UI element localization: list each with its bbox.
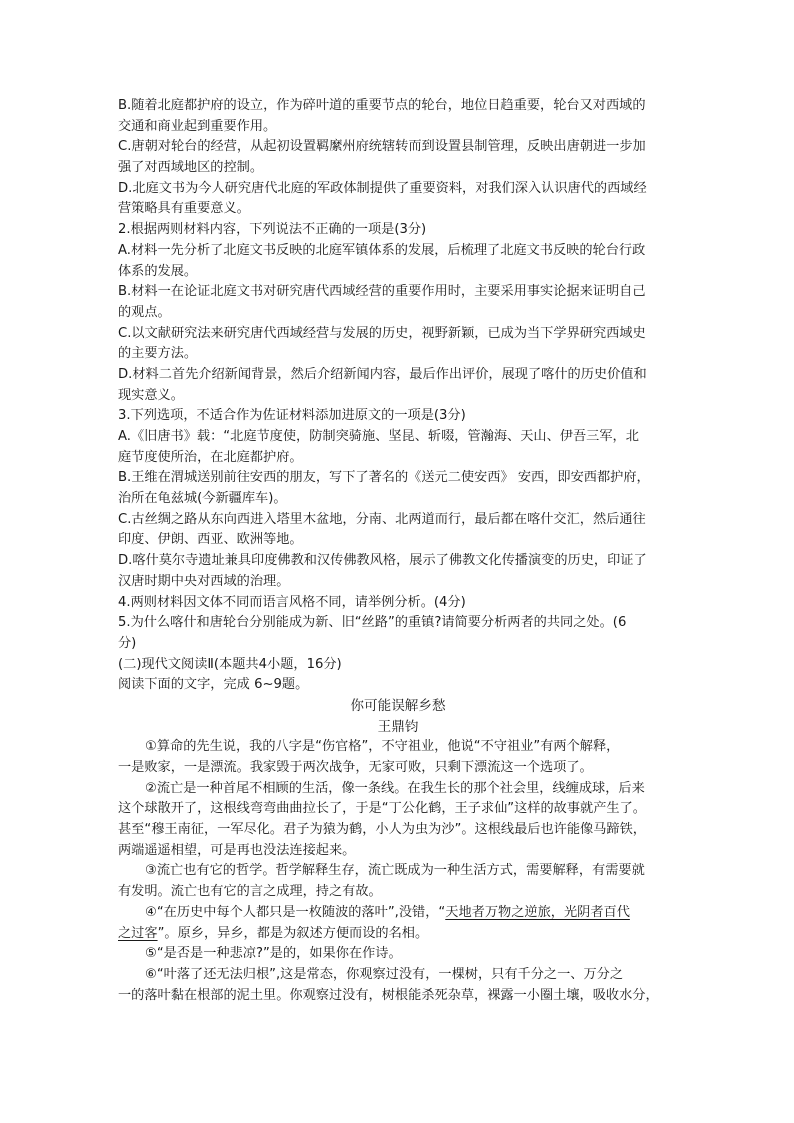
line-text: 强了对西域地区的控制。 — [118, 160, 264, 176]
line-text: C.古丝绸之路从东向西进入塔里木盆地，分南、北两道而行，最后都在喀什交汇，然后通往 — [118, 511, 646, 527]
text-line — [118, 613, 678, 634]
line-text: 分) — [118, 635, 137, 651]
text-line — [118, 675, 678, 696]
line-text: 有发明。流亡也有它的言之成理，持之有故。 — [118, 884, 382, 900]
text-line — [118, 841, 678, 862]
text-line — [118, 799, 678, 820]
line-text: 的主要方法。 — [118, 346, 198, 362]
line-text: 你可能误解乡愁 — [350, 697, 446, 714]
text-line — [118, 406, 678, 427]
line-text: C.以文献研究法来研究唐代西域经营与发展的历史，视野新颖，已成为当下学界研究西域史 — [118, 325, 646, 341]
text-line — [118, 861, 678, 882]
text-line — [118, 199, 678, 220]
line-text: 庭节度使所治，在北庭都护府。 — [118, 449, 303, 465]
line-text: B.随着北庭都护府的设立，作为碎叶道的重要节点的轮台，地位日趋重要，轮台又对西域的 — [118, 98, 646, 113]
text-line — [118, 655, 678, 676]
line-text: A.材料一先分析了北庭文书反映的北庭军镇体系的发展，后梳理了北庭文书反映的轮台行政 — [118, 242, 646, 258]
line-text: 现实意义。 — [118, 387, 184, 403]
text-line — [118, 510, 678, 531]
line-text: 营策略具有重要意义。 — [118, 201, 250, 217]
line-text: ①算命的先生说，我的八字是“伤官格”，不守祖业，他说“不守祖业”有两个解释， — [145, 739, 620, 755]
text-line — [118, 344, 678, 365]
text-line — [118, 820, 678, 841]
text-line — [118, 282, 678, 303]
line-text: B.材料一在论证北庭文书对研究唐代西域经营的重要作用时，主要采用事实论据来证明自己 — [118, 284, 646, 300]
line-text: 汉唐时期中央对西域的治理。 — [118, 573, 290, 589]
underlined-text: 天地者万物之逆旅，光阴者百代 — [445, 904, 630, 920]
text-line — [118, 137, 678, 158]
text-line — [118, 986, 678, 1007]
line-text: A.《旧唐书》载：“北庭节度使，防制突骑施、坚昆、斩啜，管瀚海、天山、伊吾三军，北 — [118, 429, 639, 444]
line-text: 体系的发展。 — [118, 263, 198, 279]
line-text: ③流亡也有它的哲学。哲学解释生存，流亡既成为一种生活方式，需要解释，有需要就 — [145, 863, 645, 879]
line-text: B.王维在渭城送别前往安西的朋友，写下了著名的《送元二使安西》 安西，即安西都护府， — [118, 470, 650, 486]
text-line — [118, 448, 678, 469]
text-line — [118, 489, 678, 510]
line-text: C.唐朝对轮台的经营，从起初设置羁縻州府统辖转而到设置县制管理，反映出唐朝进一步加 — [118, 139, 646, 155]
text-line — [118, 737, 678, 758]
line-text: 3.下列选项，不适合作为佐证材料添加进原文的一项是(3分) — [118, 408, 466, 424]
line-text: 印度、伊朗、西亚、欧洲等地。 — [118, 532, 303, 548]
text-line — [118, 944, 678, 965]
text-line — [118, 427, 678, 448]
line-text: 的观点。 — [118, 304, 171, 320]
text-line — [118, 530, 678, 551]
text-line — [118, 468, 678, 489]
line-text: 交通和商业起到重要作用。 — [118, 118, 277, 134]
line-text: D.北庭文书为今人研究唐代北庭的军政体制提供了重要资料，对我们深入认识唐代的西域经 — [118, 180, 647, 196]
text-line — [118, 241, 678, 262]
line-text: 这个球散开了，这根线弯弯曲曲拉长了，于是“丁公化鹤，王子求仙”这样的故事就产生了。 — [118, 801, 646, 817]
line-text: 治所在龟兹城(今新疆库车)。 — [118, 491, 287, 507]
line-text: ④“在历史中每个人都只是一枚随波的落叶”,没错，“ — [145, 904, 446, 920]
text-line — [118, 593, 678, 614]
line-text: 4.两则材料因文体不同而语言风格不同，请举例分析。(4分) — [118, 594, 466, 610]
line-text: ②流亡是一种首尾不相顾的生活，像一条线。在我生长的那个社会里，线缠成球，后来 — [145, 780, 645, 796]
line-text: 2.根据两则材料内容，下列说法不正确的一项是(3分) — [118, 222, 427, 238]
text-line — [118, 365, 678, 386]
text-line — [118, 882, 678, 903]
text-line — [118, 717, 678, 738]
text-line — [118, 903, 678, 924]
line-text: ”。原乡，异乡，都是为叙述方便而设的名相。 — [157, 925, 429, 941]
text-line — [118, 220, 678, 241]
text-line — [118, 324, 678, 345]
line-text: 5.为什么喀什和唐轮台分别能成为新、旧“丝路”的重镇?请简要分析两者的共同之处。(6 — [118, 615, 627, 631]
text-line — [118, 158, 678, 179]
line-text: 一的落叶黏在根部的泥土里。你观察过没有，树根能杀死杂草，裸露一小圈土壤，吸收水分， — [118, 987, 659, 1003]
line-text: 一是败家，一是漂流。我家毁于两次战争，无家可败，只剩下漂流这一个选项了。 — [118, 760, 593, 775]
text-line — [118, 96, 678, 117]
text-line — [118, 572, 678, 593]
text-line — [118, 965, 678, 986]
line-text: ⑥“叶落了还无法归根”,这是常态，你观察过没有，一棵树，只有千分之一、万分之 — [145, 966, 624, 982]
text-line — [118, 179, 678, 200]
line-text: 王鼎钧 — [377, 718, 419, 735]
text-line — [118, 696, 678, 717]
line-text: 阅读下面的文字，完成 6~9题。 — [118, 677, 309, 693]
text-line — [118, 924, 678, 945]
text-line — [118, 634, 678, 655]
text-line — [118, 303, 678, 324]
line-text: ⑤“是否是一种悲凉?”是的，如果你在作诗。 — [145, 946, 402, 962]
line-text: D.材料二首先介绍新闻背景，然后介绍新闻内容，最后作出评价，展现了喀什的历史价值和 — [118, 366, 647, 382]
line-text: (二)现代文阅读Ⅱ(本题共4小题，16分) — [118, 656, 342, 672]
text-line — [118, 551, 678, 572]
text-line — [118, 386, 678, 407]
document-page — [118, 96, 678, 1006]
text-line — [118, 758, 678, 779]
text-line — [118, 262, 678, 283]
underlined-text: 之过客 — [118, 925, 158, 941]
text-line — [118, 779, 678, 800]
text-line — [118, 117, 678, 138]
document-body — [118, 96, 678, 1006]
line-text: D.喀什莫尔寺遗址兼具印度佛教和汉传佛教风格，展示了佛教文化传播演变的历史，印证了 — [118, 553, 647, 569]
line-text: 甚至“穆王南征，一军尽化。君子为猿为鹤，小人为虫为沙”。这根线最后也许能像马蹄铁， — [118, 822, 646, 838]
line-text: 两端遥遥相望，可是再也没法连接起来。 — [118, 842, 356, 858]
